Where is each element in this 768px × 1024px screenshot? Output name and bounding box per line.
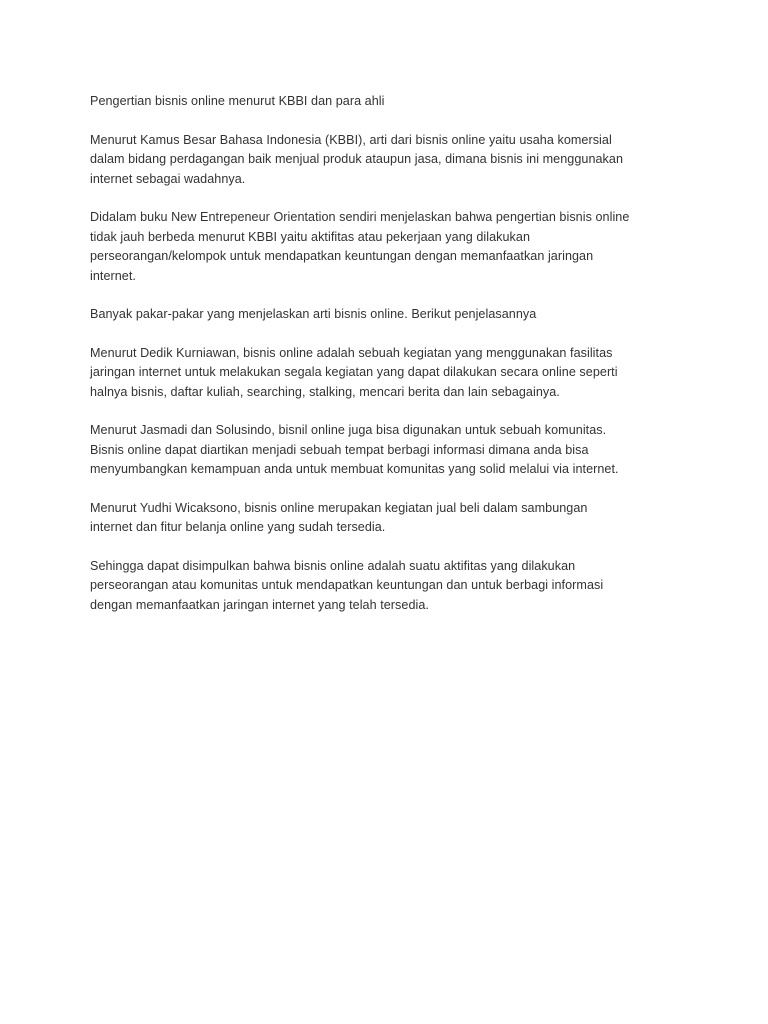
paragraph-line: Menurut Dedik Kurniawan, bisnis online adalah sebuah kegiatan yang menggunakan fasilitas	[90, 345, 613, 360]
paragraph-line: Bisnis online dapat diartikan menjadi sebuah tempat berbagi informasi dimana anda bisa	[90, 442, 589, 457]
paragraph-line: perseorangan atau komunitas untuk mendapatkan keuntungan dan untuk berbagi informasi	[90, 578, 604, 592]
paragraph-line: internet sebagai wadahnya.	[90, 171, 246, 186]
title-line: Pengertian bisnis online menurut KBBI dan para ahli	[90, 94, 385, 108]
paragraph-line: internet dan fitur belanja online yang sudah tersedia.	[90, 520, 386, 534]
paragraph-line: tidak jauh berbeda menurut KBBI yaitu aktifitas atau pekerjaan yang dilakukan	[90, 229, 531, 244]
paragraph-kbbi-definition	[90, 131, 690, 190]
paragraph-line: halnya bisnis, daftar kuliah, searching, stalking, mencari berita dan lain sebagainya.	[90, 384, 560, 399]
paragraph-jasmadi-solusindo	[90, 421, 690, 480]
paragraph-line: Banyak pakar-pakar yang menjelaskan arti bisnis online. Berikut penjelasannya	[90, 307, 537, 321]
paragraph-line: dengan memanfaatkan jaringan internet yang telah tersedia.	[90, 597, 429, 612]
paragraph-experts-intro	[90, 305, 690, 325]
paragraph-yudhi-wicaksono	[90, 499, 690, 538]
paragraph-line: internet.	[90, 268, 136, 283]
paragraph-line: Menurut Kamus Besar Bahasa Indonesia (KBBI), arti dari bisnis online yaitu usaha komersial	[90, 132, 612, 147]
document-page	[90, 92, 690, 634]
paragraph-conclusion	[90, 557, 690, 616]
paragraph-line: Didalam buku New Entrepeneur Orientation sendiri menjelaskan bahwa pengertian bisnis online	[90, 210, 630, 224]
paragraph-line: Menurut Yudhi Wicaksono, bisnis online merupakan kegiatan jual beli dalam sambungan	[90, 500, 588, 515]
paragraph-line: dalam bidang perdagangan baik menjual produk ataupun jasa, dimana bisnis ini menggunakan	[90, 152, 624, 166]
paragraph-line: perseorangan/kelompok untuk mendapatkan keuntungan dengan memanfaatkan jaringan	[90, 249, 594, 263]
paragraph-line: Menurut Jasmadi dan Solusindo, bisnil online juga bisa digunakan untuk sebuah komunitas.	[90, 423, 607, 437]
paragraph-book-definition	[90, 208, 690, 286]
document-title	[90, 92, 690, 112]
paragraph-line: menyumbangkan kemampuan anda untuk membuat komunitas yang solid melalui via internet.	[90, 462, 619, 476]
paragraph-line: Sehingga dapat disimpulkan bahwa bisnis online adalah suatu aktifitas yang dilakukan	[90, 558, 576, 573]
paragraph-dedik-kurniawan	[90, 344, 690, 403]
paragraph-line: jaringan internet untuk melakukan segala kegiatan yang dapat dilakukan secara online seperti	[90, 365, 618, 379]
